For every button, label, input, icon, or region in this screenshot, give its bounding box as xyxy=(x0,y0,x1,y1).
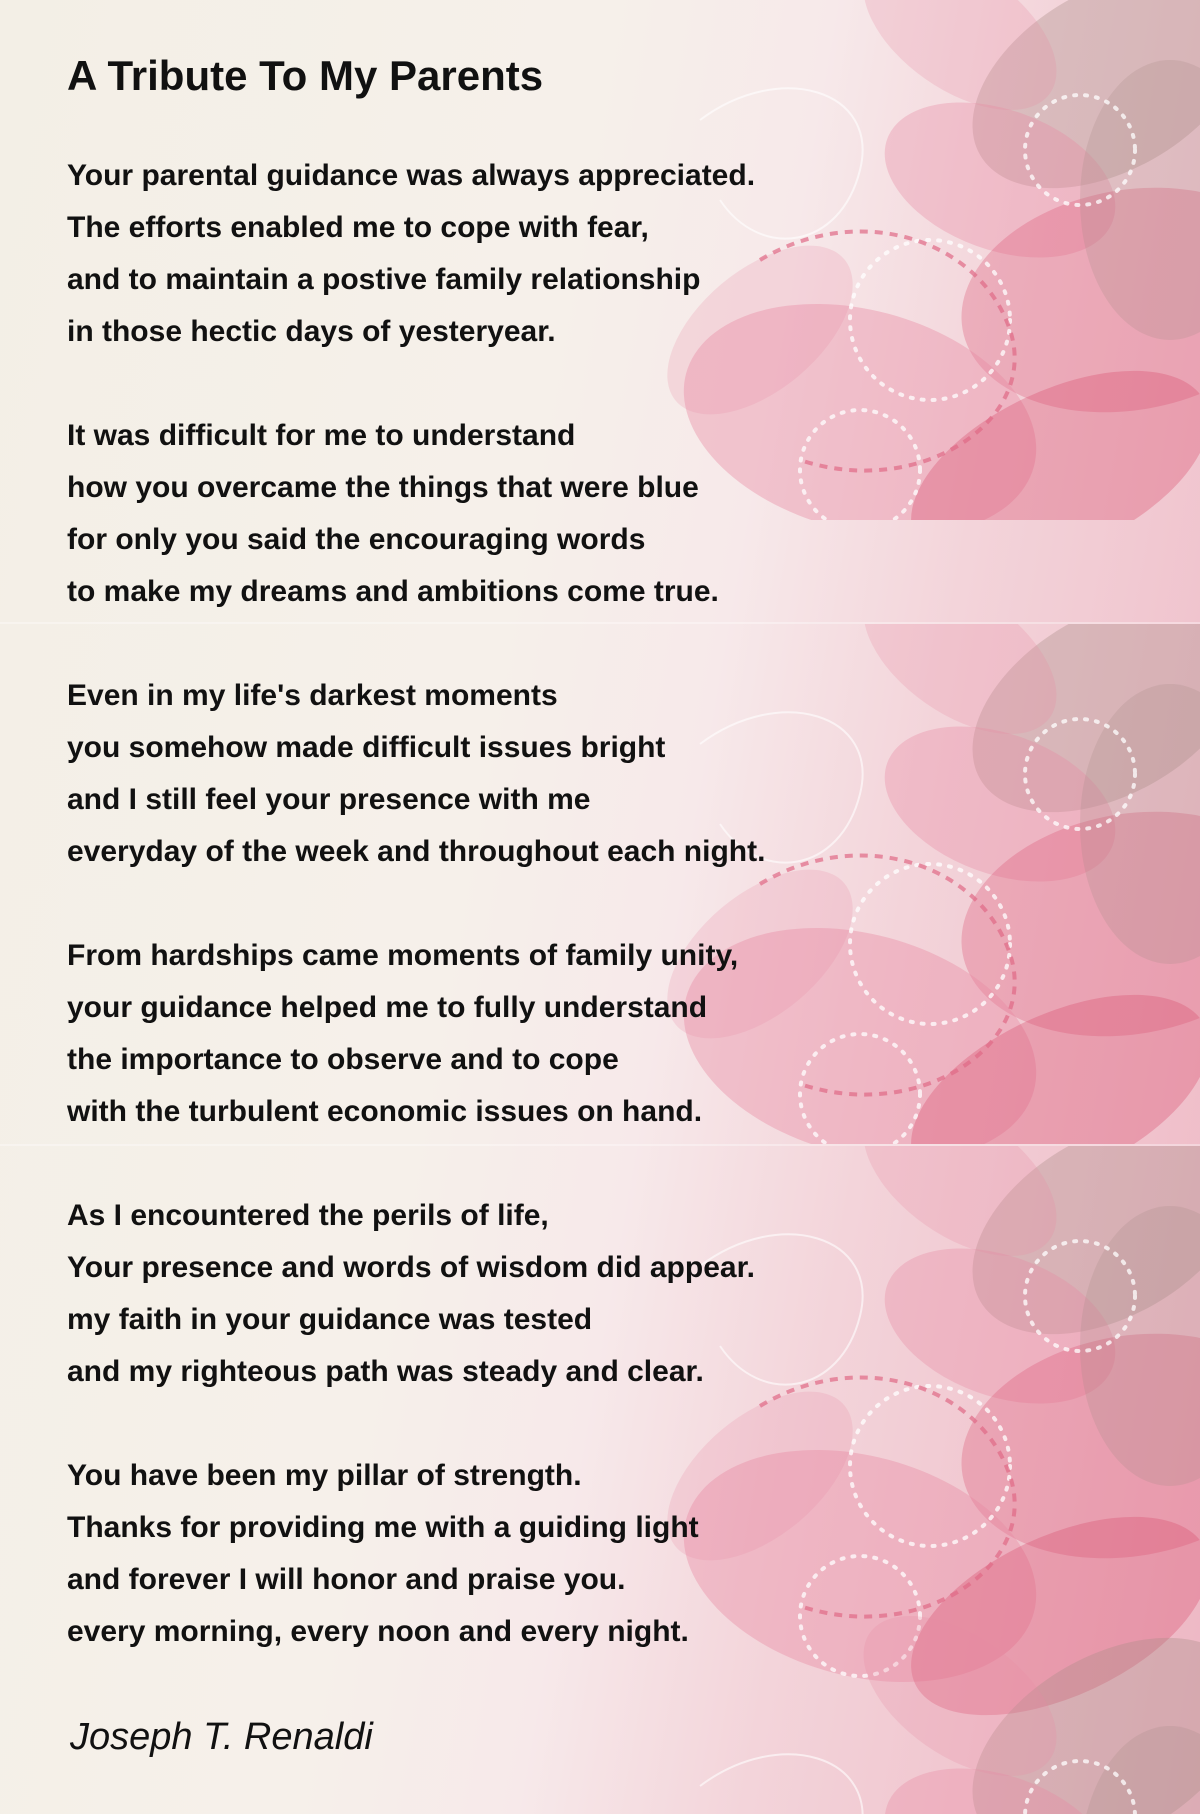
poem-line: everyday of the week and throughout each night. xyxy=(67,835,766,868)
poem-line: It was difficult for me to understand xyxy=(67,419,576,452)
stanza xyxy=(67,1450,867,1658)
stanza xyxy=(67,410,867,618)
stanza xyxy=(67,930,867,1138)
poem-line: in those hectic days of yesteryear. xyxy=(67,315,556,348)
poem-line: and to maintain a postive family relationship xyxy=(67,263,701,296)
poem-line: The efforts enabled me to cope with fear, xyxy=(67,211,649,244)
poem-line: and my righteous path was steady and clear. xyxy=(67,1355,704,1388)
poem-body xyxy=(67,150,867,1710)
stanza xyxy=(67,150,867,358)
poem-line: Even in my life's darkest moments xyxy=(67,679,558,712)
poem-line: As I encountered the perils of life, xyxy=(67,1199,549,1232)
stanza xyxy=(67,1190,867,1398)
poem-title: A Tribute To My Parents xyxy=(67,52,544,99)
poem-line: you somehow made difficult issues bright xyxy=(67,731,666,764)
poem-line: to make my dreams and ambitions come true. xyxy=(67,575,719,608)
poem-line: with the turbulent economic issues on hand. xyxy=(67,1095,703,1128)
poem-line: every morning, every noon and every night. xyxy=(67,1615,689,1648)
poem-line: Your presence and words of wisdom did appear. xyxy=(67,1251,755,1284)
poem-line: your guidance helped me to fully understand xyxy=(67,991,708,1024)
poem-line: Thanks for providing me with a guiding light xyxy=(67,1511,699,1544)
poem-line: the importance to observe and to cope xyxy=(67,1043,619,1076)
poem-line: for only you said the encouraging words xyxy=(67,523,646,556)
poem-line: and I still feel your presence with me xyxy=(67,783,591,816)
poem-author: Joseph T. Renaldi xyxy=(70,1716,373,1758)
poem-line: my faith in your guidance was tested xyxy=(67,1303,593,1336)
poem-line: Your parental guidance was always appreciated. xyxy=(67,159,756,192)
line-swirl xyxy=(700,1754,863,1814)
poem-line: and forever I will honor and praise you. xyxy=(67,1563,626,1596)
poem-line: From hardships came moments of family unity, xyxy=(67,939,739,972)
stanza xyxy=(67,670,867,878)
poem-line: You have been my pillar of strength. xyxy=(67,1459,582,1492)
poem-line: how you overcame the things that were blue xyxy=(67,471,699,504)
